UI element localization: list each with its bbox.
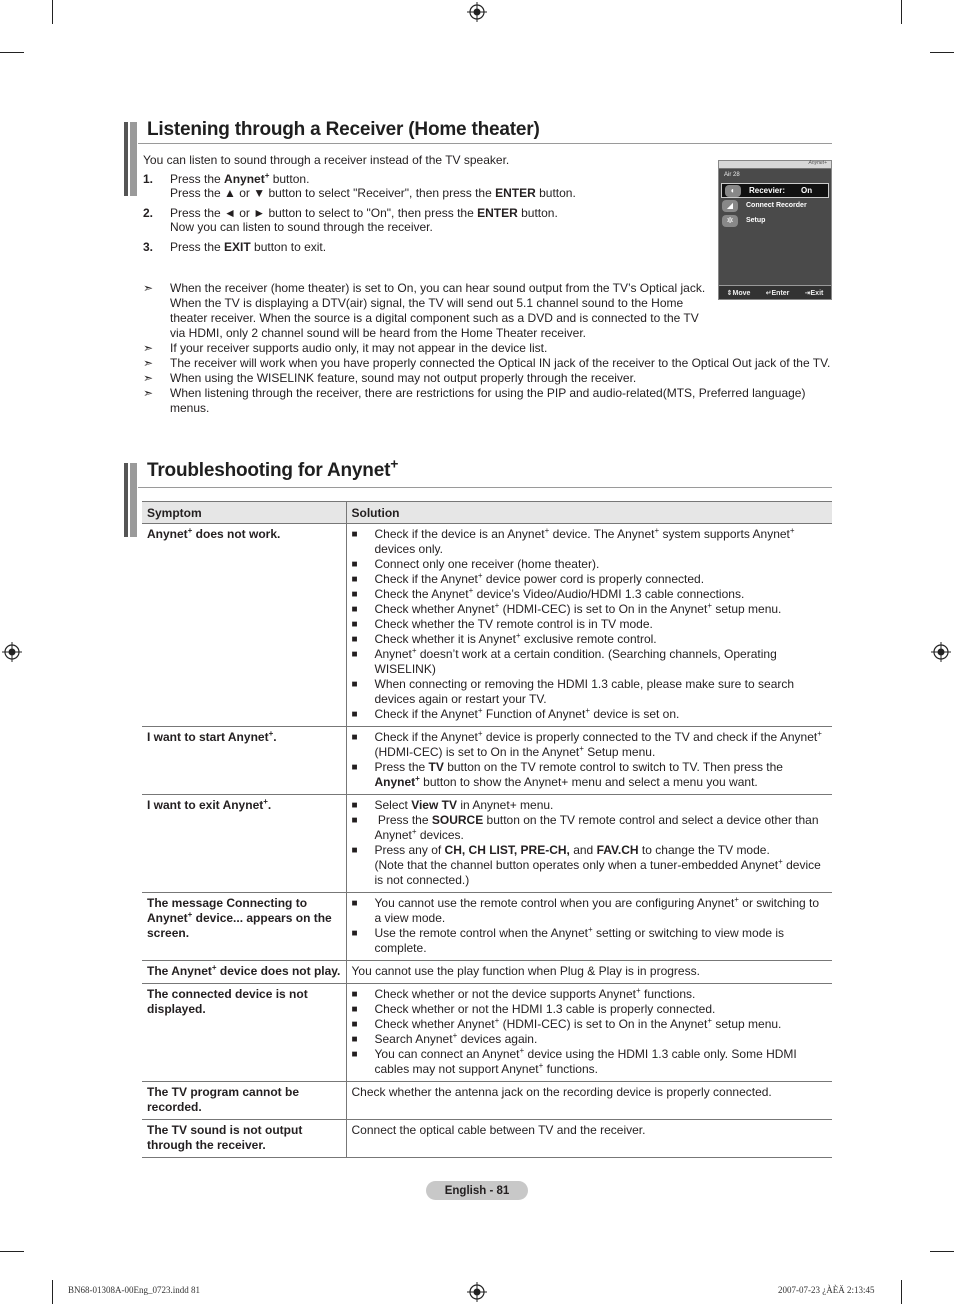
symptom-cell: Anynet+ does not work. — [142, 524, 346, 727]
table-row — [142, 795, 832, 893]
step-keyword-sup: + — [264, 171, 270, 180]
recorder-icon: ◢ — [722, 200, 738, 212]
solution-cell: ■ Check whether or not the device supports Anynet+ functions. ■ Check whether or not the HDMI 1.3 cable is properly connected. ■ Check whether Anynet+ (HDMI-CEC) is set to On in the Anynet+ setup menu. ■ Search Anynet+ devices again. ■ You can connect an Anynet+ device using the HDMI 1.3 cable only. Some HDMI cables may not support Anynet+ functions. — [346, 984, 832, 1082]
step-text: Press the — [170, 240, 225, 254]
troubleshooting-table — [142, 501, 832, 1158]
step-keyword: ENTER — [477, 206, 518, 220]
osd-enter: ↵Enter — [765, 289, 790, 297]
table-row — [142, 1082, 832, 1120]
osd-exit: ⇥Exit — [804, 289, 824, 297]
speaker-icon: ◐ — [725, 185, 741, 197]
symptom-cell: I want to exit Anynet+. — [142, 795, 346, 893]
symptom-cell: The TV sound is not output through the receiver. — [142, 1120, 346, 1158]
osd-row-setup — [719, 213, 831, 228]
note-text: When using the WISELINK feature, sound may not output properly through the receiver. — [170, 371, 637, 385]
crop-mark — [901, 0, 902, 24]
note-text: theater receiver. When the source is a digital component such as a DVD and is connected to the TV — [170, 311, 699, 325]
section-title-sup: + — [390, 455, 399, 472]
solution-cell: ■ Check if the device is an Anynet+ device. The Anynet+ system supports Anynet+ devices only. ■ Connect only one receiver (home theater). ■ Check if the Anynet+ device power cord is properly connected. ■ Check the Anynet+ device’s Video/Audio/HDMI 1.3 cable connections. ■ Check whether Anynet+ (HDMI-CEC) is set to On in the Anynet+ setup menu. ■ Check whether the TV remote control is in TV mode. ■ Check whether it is Anynet+ exclusive remote control. ■ Anynet+ doesn’t work at a certain condition. (Searching channels, Operating WISELINK) ■ When connecting or removing the HDMI 1.3 cable, please make sure to search devices again or restart your TV. ■ Check if the Anynet+ Function of Anynet+ device is set on. — [346, 524, 832, 727]
print-slug-right: 2007-07-23 ¿ÀÈÄ 2:13:45 — [778, 1285, 875, 1295]
section-title-text: Troubleshooting for Anynet — [147, 460, 391, 481]
osd-exit-label: Exit — [810, 289, 824, 297]
solution-cell: Check whether the antenna jack on the recording device is properly connected. — [346, 1082, 832, 1120]
symptom-cell: I want to start Anynet+. — [142, 727, 346, 795]
crop-mark — [930, 52, 954, 53]
table-row — [142, 1120, 832, 1158]
note-item — [143, 386, 833, 416]
crop-mark — [901, 1280, 902, 1304]
osd-menu-screenshot — [718, 160, 832, 300]
osd-brand: Anynet+ — [808, 160, 827, 166]
intro-text: You can listen to sound through a receiver instead of the TV speaker. — [143, 153, 510, 167]
solution-cell: You cannot use the play function when Plug & Play is in progress. — [346, 961, 832, 984]
symptom-cell: The connected device is not displayed. — [142, 984, 346, 1082]
step-text: button to exit. — [250, 240, 327, 254]
step-item — [143, 173, 703, 200]
note-text: via HDMI, only 2 channel sound will be heard from the Home Theater receiver. — [170, 326, 586, 340]
crop-mark — [52, 0, 53, 24]
step-text: Press the — [170, 172, 225, 186]
step-keyword: EXIT — [224, 240, 251, 254]
step-keyword: ENTER — [495, 185, 536, 200]
step-number: 1. — [143, 172, 154, 186]
step-item — [143, 207, 703, 234]
page-number-badge: English - 81 — [426, 1181, 528, 1200]
osd-row-label: Recevier: — [749, 186, 786, 195]
step-keyword: Anynet — [224, 172, 265, 186]
note-item — [143, 371, 833, 386]
section-rule — [138, 143, 832, 144]
note-list — [143, 281, 833, 416]
crop-mark — [0, 52, 24, 53]
gear-icon: ✲ — [722, 215, 738, 227]
section-title: Listening through a Receiver (Home theater) — [147, 119, 540, 140]
step-text: button. — [269, 172, 310, 186]
solution-cell: ■ Select View TV in Anynet+ menu. ■ Press the SOURCE button on the TV remote control and select a device other than Anynet+ devices. ■ Press any of CH, CH LIST, PRE-CH, and FAV.CH to change the TV mode. (Note that the channel button operates only when a tuner-embedded Anynet+ device is not connected.) — [346, 795, 832, 893]
registration-mark-icon — [467, 2, 487, 22]
osd-row-label: Setup — [746, 217, 766, 224]
step-list — [143, 173, 703, 262]
osd-enter-label: Enter — [771, 289, 790, 297]
note-text: The receiver will work when you have properly connected the Optical IN jack of the receiver to the Optical Out jack of the TV. — [170, 356, 831, 370]
step-text: Press the ▲ or ▼ button to select "Receiver", then press the — [170, 185, 496, 200]
solution-cell: ■ You cannot use the remote control when you are configuring Anynet+ or switching to a view mode. ■ Use the remote control when the Anynet+ setting or switching to view mode is complete. — [346, 893, 832, 961]
table-header-row — [142, 502, 832, 524]
crop-mark — [52, 1280, 53, 1304]
step-number: 3. — [143, 240, 154, 254]
crop-mark — [930, 1251, 954, 1252]
note-text: When listening through the receiver, there are restrictions for using the PIP and audio-related(MTS, Preferred language) — [170, 386, 806, 400]
step-text: Now you can listen to sound through the receiver. — [170, 219, 433, 234]
registration-mark-icon — [2, 642, 22, 662]
symptom-cell: The TV program cannot be recorded. — [142, 1082, 346, 1120]
registration-mark-icon — [931, 642, 951, 662]
osd-row-label: Connect Recorder — [746, 202, 807, 209]
note-arrow-icon: ➣ — [143, 281, 154, 295]
note-text: When the receiver (home theater) is set to On, you can hear sound output from the TV’s Optical jack. — [170, 281, 706, 295]
print-slug-left: BN68-01308A-00Eng_0723.indd 81 — [68, 1285, 200, 1295]
solution-cell: Connect the optical cable between TV and the receiver. — [346, 1120, 832, 1158]
table-row — [142, 524, 832, 727]
crop-mark — [0, 1251, 24, 1252]
section-rule — [138, 487, 832, 488]
osd-row-value: On — [801, 186, 813, 195]
osd-row-connect-recorder — [719, 198, 831, 213]
step-item — [143, 241, 703, 255]
registration-mark-icon — [467, 1282, 487, 1302]
note-text: When the TV is displaying a DTV(air) signal, the TV will send out 5.1 channel sound to the Home — [170, 296, 684, 310]
symptom-cell: The message Connecting to Anynet+ device... appears on the screen. — [142, 893, 346, 961]
table-row — [142, 727, 832, 795]
osd-footer — [719, 285, 831, 299]
osd-row-receiver — [721, 183, 829, 198]
note-text: If your receiver supports audio only, it may not appear in the device list. — [170, 341, 548, 355]
header-symptom: Symptom — [142, 502, 346, 524]
section-title — [147, 455, 399, 482]
step-text: Press the ◄ or ► button to select to "On", then press the — [170, 206, 478, 220]
osd-channel: Air 28 — [724, 172, 740, 178]
note-item — [143, 356, 833, 371]
note-arrow-icon: ➣ — [143, 356, 154, 370]
header-solution: Solution — [346, 502, 832, 524]
note-text: menus. — [170, 401, 210, 415]
osd-move-label: Move — [732, 289, 751, 297]
symptom-cell: The Anynet+ device does not play. — [142, 961, 346, 984]
note-arrow-icon: ➣ — [143, 386, 154, 400]
solution-cell: ■ Check if the Anynet+ device is properly connected to the TV and check if the Anynet+ (HDMI-CEC) is set to On in the Anynet+ Setup menu. ■ Press the TV button on the TV remote control to switch to TV. Then press the Anynet+ button to show the Anynet+ menu and select a menu you want. — [346, 727, 832, 795]
osd-move: ⇕Move — [726, 289, 751, 297]
step-text: button. — [535, 185, 576, 200]
table-row — [142, 961, 832, 984]
step-number: 2. — [143, 206, 154, 220]
note-arrow-icon: ➣ — [143, 341, 154, 355]
table-row — [142, 893, 832, 961]
step-text: button. — [517, 206, 558, 220]
table-row — [142, 984, 832, 1082]
note-item — [143, 341, 833, 356]
note-arrow-icon: ➣ — [143, 371, 154, 385]
